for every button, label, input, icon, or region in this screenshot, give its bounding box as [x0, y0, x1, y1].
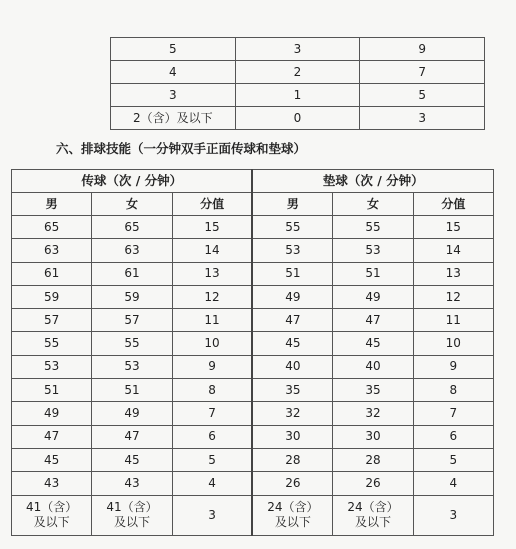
- table-cell: 10: [413, 332, 493, 355]
- table-row: [12, 379, 494, 402]
- table-cell: 45: [12, 448, 92, 471]
- section-heading: 六、排球技能（一分钟双手正面传球和垫球）: [56, 141, 307, 156]
- table-cell: 45: [92, 448, 172, 471]
- table-cell: 43: [12, 472, 92, 495]
- table-cell: 53: [252, 239, 332, 262]
- table-cell: 47: [12, 425, 92, 448]
- table-cell: 4: [111, 61, 236, 84]
- table-row: [12, 402, 494, 425]
- table-cell: 2（含）及以下: [111, 107, 236, 130]
- table-cell: 6: [172, 425, 252, 448]
- table-cell: 4: [413, 472, 493, 495]
- table-cell: 7: [360, 61, 485, 84]
- table-cell: 1: [235, 84, 360, 107]
- table-cell: 40: [252, 355, 332, 378]
- table-cell: 40: [333, 355, 413, 378]
- table-cell: 6: [413, 425, 493, 448]
- table-cell: 5: [111, 38, 236, 61]
- table-cell: 26: [252, 472, 332, 495]
- group-header-row: [12, 170, 494, 193]
- table-cell: 47: [333, 309, 413, 332]
- table-row: [12, 285, 494, 308]
- table-row: [12, 448, 494, 471]
- table-cell: [252, 495, 332, 535]
- table-cell: 49: [12, 402, 92, 425]
- table-cell: 9: [172, 355, 252, 378]
- table-cell: 10: [172, 332, 252, 355]
- cell-line: 24（含）: [347, 500, 399, 515]
- table-cell: 3: [235, 38, 360, 61]
- table-cell: 51: [333, 262, 413, 285]
- table-cell: 53: [333, 239, 413, 262]
- column-header: 男: [12, 193, 92, 216]
- table-cell: 55: [12, 332, 92, 355]
- table-row: [12, 309, 494, 332]
- table-cell: 63: [92, 239, 172, 262]
- cell-line: 及以下: [354, 515, 391, 530]
- column-header: 女: [92, 193, 172, 216]
- column-header: 男: [252, 193, 332, 216]
- table-cell: 32: [333, 402, 413, 425]
- table-cell: 61: [92, 262, 172, 285]
- table-cell: 49: [252, 285, 332, 308]
- table-cell: 12: [413, 285, 493, 308]
- top-score-table: [110, 37, 485, 130]
- cell-line: 41（含）: [106, 500, 158, 515]
- column-header: 女: [333, 193, 413, 216]
- table-cell: 3: [111, 84, 236, 107]
- table-cell: 15: [413, 216, 493, 239]
- table-cell: 51: [252, 262, 332, 285]
- table-cell: 5: [360, 84, 485, 107]
- table-cell: 30: [252, 425, 332, 448]
- table-cell: 35: [252, 379, 332, 402]
- table-cell: 53: [12, 355, 92, 378]
- cell-line: 及以下: [274, 515, 311, 530]
- table-cell: 59: [92, 285, 172, 308]
- table-cell: 4: [172, 472, 252, 495]
- table-cell: 65: [92, 216, 172, 239]
- table-cell: 7: [413, 402, 493, 425]
- table-cell: 47: [252, 309, 332, 332]
- table-cell: 49: [92, 402, 172, 425]
- table-cell: 28: [333, 448, 413, 471]
- table-cell: 26: [333, 472, 413, 495]
- cell-line: 及以下: [113, 515, 150, 530]
- table-row: [12, 495, 494, 535]
- table-cell: 63: [12, 239, 92, 262]
- cell-line: 及以下: [33, 515, 70, 530]
- table-cell: 5: [172, 448, 252, 471]
- table-cell: 9: [413, 355, 493, 378]
- table-row: [12, 262, 494, 285]
- table-row: [12, 332, 494, 355]
- table-cell: 57: [92, 309, 172, 332]
- table-cell: 2: [235, 61, 360, 84]
- table-cell: 11: [413, 309, 493, 332]
- table-row: [111, 61, 485, 84]
- table-cell: 55: [92, 332, 172, 355]
- table-cell: 11: [172, 309, 252, 332]
- table-cell: 13: [413, 262, 493, 285]
- table-cell: 12: [172, 285, 252, 308]
- table-row: [12, 472, 494, 495]
- table-cell: 5: [413, 448, 493, 471]
- table-row: [12, 239, 494, 262]
- column-header-row: [12, 193, 494, 216]
- table-cell: [333, 495, 413, 535]
- table-cell: 8: [172, 379, 252, 402]
- table-row: [12, 425, 494, 448]
- table-cell: 55: [252, 216, 332, 239]
- table-cell: [92, 495, 172, 535]
- table-cell: 59: [12, 285, 92, 308]
- table-row: [12, 355, 494, 378]
- table-cell: 45: [333, 332, 413, 355]
- table-cell: 35: [333, 379, 413, 402]
- table-cell: 30: [333, 425, 413, 448]
- column-header: 分值: [172, 193, 252, 216]
- table-row: [111, 38, 485, 61]
- table-cell: 9: [360, 38, 485, 61]
- table-cell: 0: [235, 107, 360, 130]
- passing-group-header: 传球（次 / 分钟）: [12, 170, 253, 193]
- column-header: 分值: [413, 193, 493, 216]
- table-cell: 53: [92, 355, 172, 378]
- table-cell: 49: [333, 285, 413, 308]
- table-cell: 14: [413, 239, 493, 262]
- table-row: [111, 107, 485, 130]
- table-cell: 45: [252, 332, 332, 355]
- table-row: [12, 216, 494, 239]
- table-cell: 3: [413, 495, 493, 535]
- volleyball-score-table: [11, 169, 494, 536]
- table-cell: 57: [12, 309, 92, 332]
- cell-line: 41（含）: [26, 500, 78, 515]
- table-cell: 43: [92, 472, 172, 495]
- table-cell: [12, 495, 92, 535]
- table-cell: 65: [12, 216, 92, 239]
- table-cell: 61: [12, 262, 92, 285]
- table-cell: 15: [172, 216, 252, 239]
- table-cell: 3: [360, 107, 485, 130]
- table-cell: 8: [413, 379, 493, 402]
- table-cell: 14: [172, 239, 252, 262]
- table-cell: 3: [172, 495, 252, 535]
- table-cell: 47: [92, 425, 172, 448]
- table-row: [111, 84, 485, 107]
- table-cell: 51: [92, 379, 172, 402]
- table-cell: 55: [333, 216, 413, 239]
- digging-group-header: 垫球（次 / 分钟）: [252, 170, 493, 193]
- table-cell: 7: [172, 402, 252, 425]
- table-cell: 32: [252, 402, 332, 425]
- table-cell: 28: [252, 448, 332, 471]
- table-cell: 51: [12, 379, 92, 402]
- cell-line: 24（含）: [267, 500, 319, 515]
- table-cell: 13: [172, 262, 252, 285]
